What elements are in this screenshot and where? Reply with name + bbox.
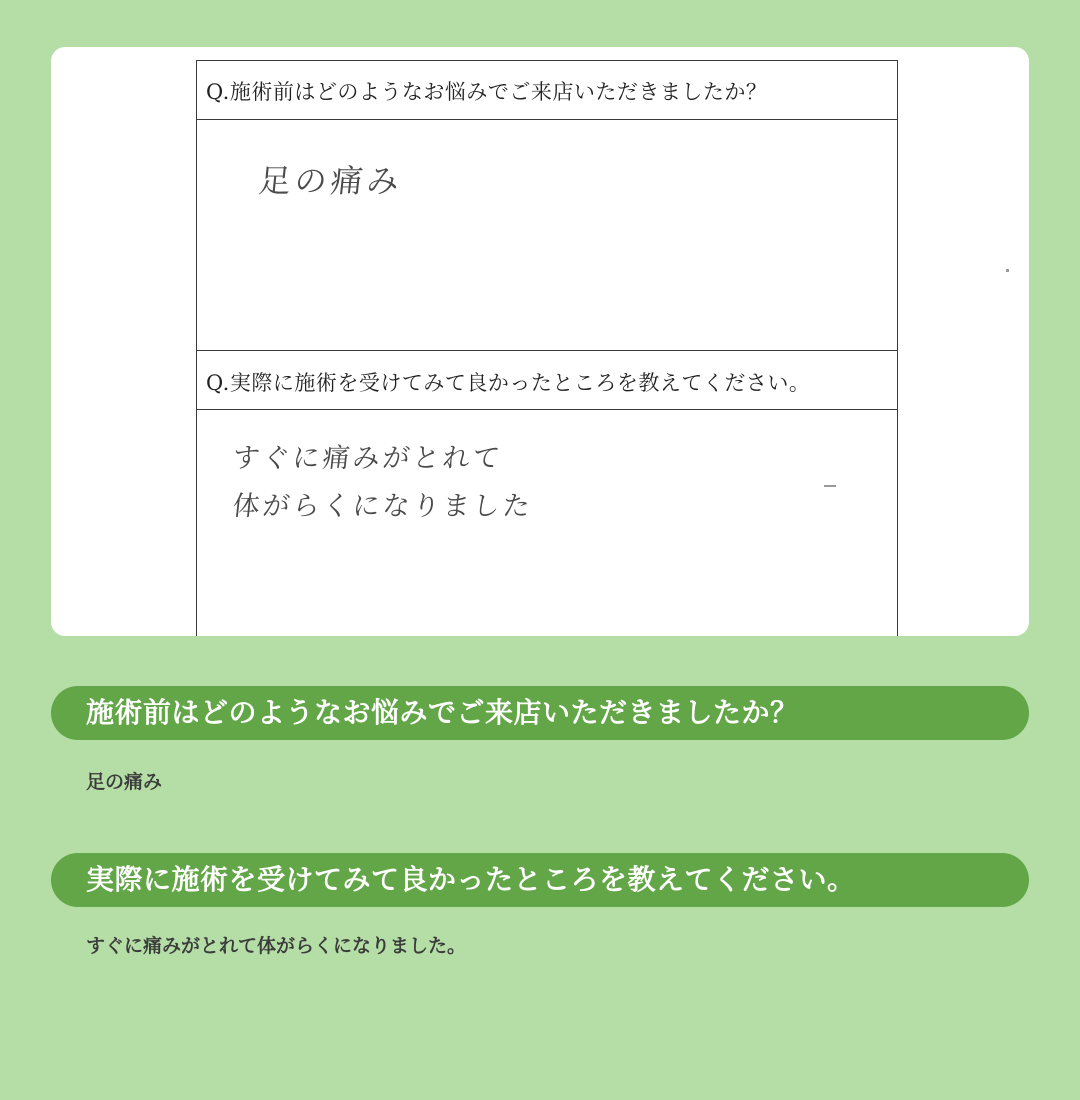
form-question-1: Q.施術前はどのようなお悩みでご来店いただきましたか？ xyxy=(206,80,768,104)
answer-text-2: すぐに痛みがとれて体がらくになりました。 xyxy=(86,935,467,957)
form-divider xyxy=(197,119,897,120)
handwritten-answer-2-line-2: 体がらくになりました xyxy=(231,491,535,522)
answer-text-1: 足の痛み xyxy=(86,771,163,793)
form-divider xyxy=(197,409,897,410)
handwritten-answer-2-line-1: すぐに痛みがとれて xyxy=(231,443,505,474)
scan-speck xyxy=(1006,269,1009,272)
question-banner-2: 実際に施術を受けてみて良かったところを教えてください。 xyxy=(51,853,1029,907)
handwritten-answer-1: 足の痛み xyxy=(256,162,405,200)
scan-speck xyxy=(824,485,836,487)
form-question-2: Q.実際に施術を受けてみて良かったところを教えてください。 xyxy=(206,371,811,395)
survey-form xyxy=(196,60,898,636)
survey-scan-image xyxy=(51,47,1029,636)
form-divider xyxy=(197,350,897,351)
question-banner-1: 施術前はどのようなお悩みでご来店いただきましたか？ xyxy=(51,686,1029,740)
